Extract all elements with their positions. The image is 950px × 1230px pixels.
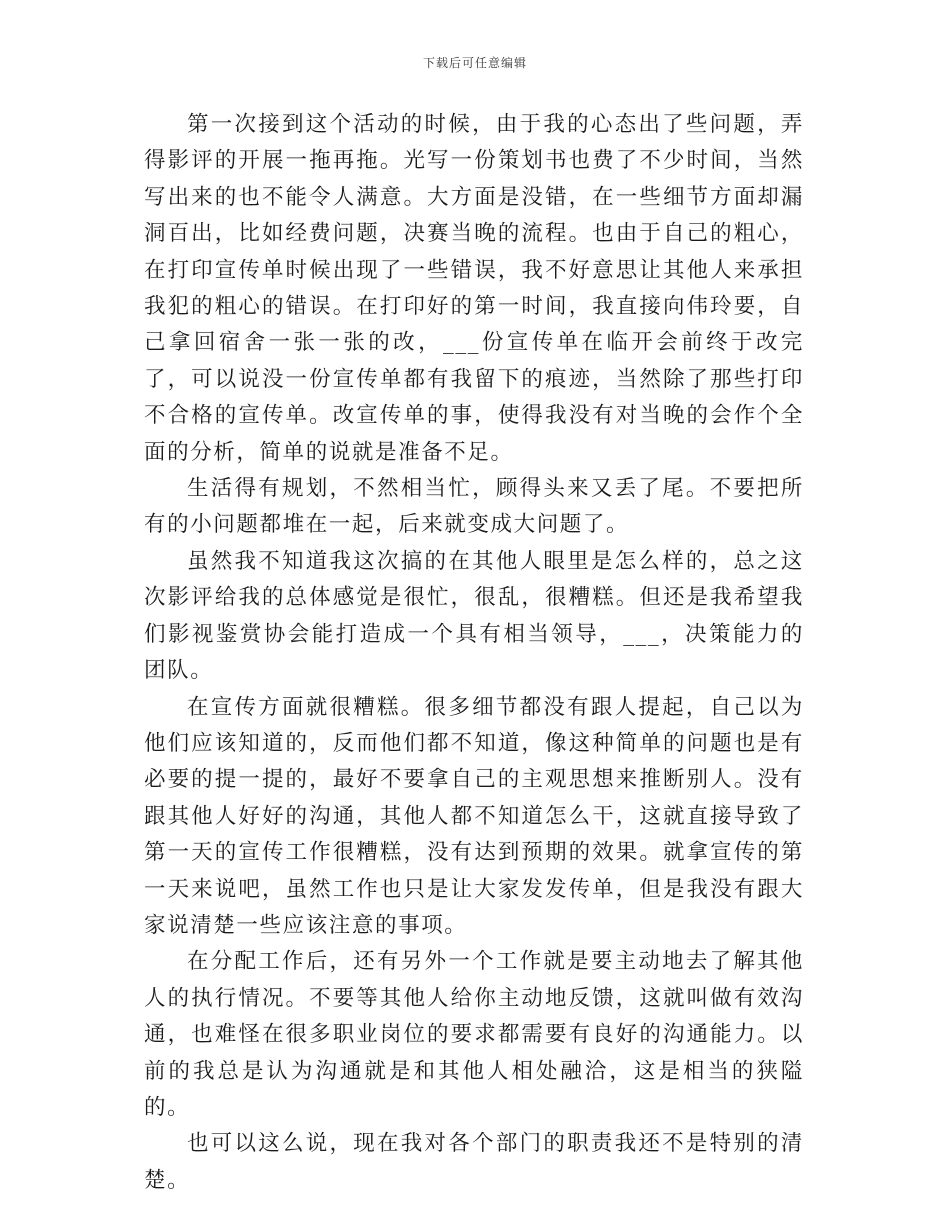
page-header: 下载后可任意编辑 [422,56,527,70]
paragraph: 在分配工作后，还有另外一个工作就是要主动地去了解其他人的执行情况。不要等其他人给你主动地反馈，这就叫做有效沟通，也难怪在很多职业岗位的要求都需要有良好的沟通能力。以前的我总是认为沟通就是和其他人相处融洽，这是相当的狭隘的。 [144,949,804,1120]
paragraph: 第一次接到这个活动的时候，由于我的心态出了些问题，弄得影评的开展一拖再拖。光写一份策划书也费了不少时间，当然写出来的也不能令人满意。大方面是没错，在一些细节方面却漏洞百出，比如经费问题，决赛当晚的流程。也由于自己的粗心，在打印宣传单时候出现了一些错误，我不好意思让其他人来承担我犯的粗心的错误。在打印好的第一时间，我直接向伟玲要，自己拿回宿舍一张一张的改，___份宣传单在临开会前终于改完了，可以说没一份宣传单都有我留下的痕迹，当然除了那些打印不合格的宣传单。改宣传单的事，使得我没有对当晚的会作个全面的分析，简单的说就是准备不足。 [144,112,804,465]
paragraph: 生活得有规划，不然相当忙，顾得头来又丢了尾。不要把所有的小问题都堆在一起，后来就变成大问题了。 [144,476,804,538]
document-body [144,107,804,1199]
paragraph: 也可以这么说，现在我对各个部门的职责我还不是特别的清楚。 [144,1131,804,1193]
paragraph: 虽然我不知道我这次搞的在其他人眼里是怎么样的，总之这次影评给我的总体感觉是很忙，很乱，很糟糕。但还是我希望我们影视鉴赏协会能打造成一个具有相当领导，___，决策能力的团队。 [144,548,804,684]
paragraph: 在宣传方面就很糟糕。很多细节都没有跟人提起，自己以为他们应该知道的，反而他们都不知道，像这种简单的问题也是有必要的提一提的，最好不要拿自己的主观思想来推断别人。没有跟其他人好好的沟通，其他人都不知道怎么干，这就直接导致了第一天的宣传工作很糟糕，没有达到预期的效果。就拿宣传的第一天来说吧，虽然工作也只是让大家发发传单，但是我没有跟大家说清楚一些应该注意的事项。 [144,694,804,938]
